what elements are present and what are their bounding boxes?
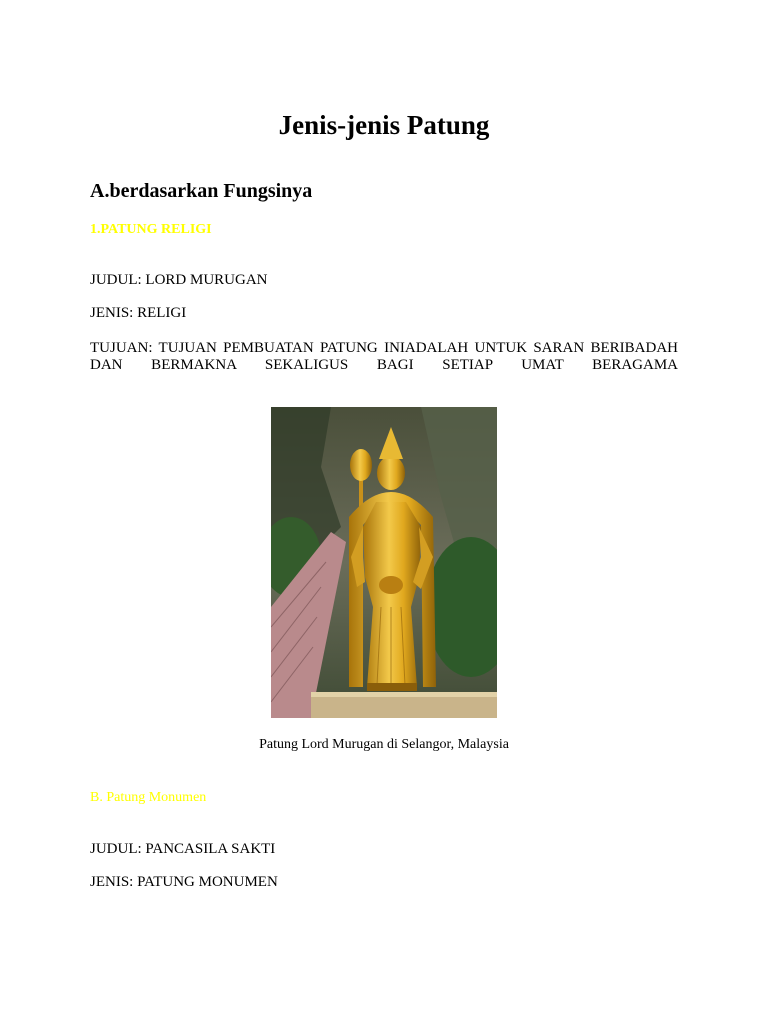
jenis-line-2: JENIS: PATUNG MONUMEN — [90, 874, 278, 890]
section-heading-a: A.berdasarkan Fungsinya — [90, 180, 313, 202]
judul-line-2: JUDUL: PANCASILA SAKTI — [90, 841, 276, 857]
tujuan-line-2: DAN BERMAKNA SEKALIGUS BAGI SETIAP UMAT BERAGAMA — [90, 357, 678, 373]
jenis-line-1: JENIS: RELIGI — [90, 305, 187, 321]
subheading-patung-religi: 1.PATUNG RELIGI — [90, 222, 212, 237]
tujuan-line-1: TUJUAN: TUJUAN PEMBUATAN PATUNG INIADALAH UNTUK SARAN BERIBADAH — [90, 340, 678, 356]
statue-photo — [271, 407, 497, 718]
judul-line-1: JUDUL: LORD MURUGAN — [90, 272, 268, 288]
subheading-patung-monumen: B. Patung Monumen — [90, 790, 207, 805]
page-title: Jenis-jenis Patung — [278, 110, 490, 140]
image-caption: Patung Lord Murugan di Selangor, Malaysia — [259, 737, 509, 752]
